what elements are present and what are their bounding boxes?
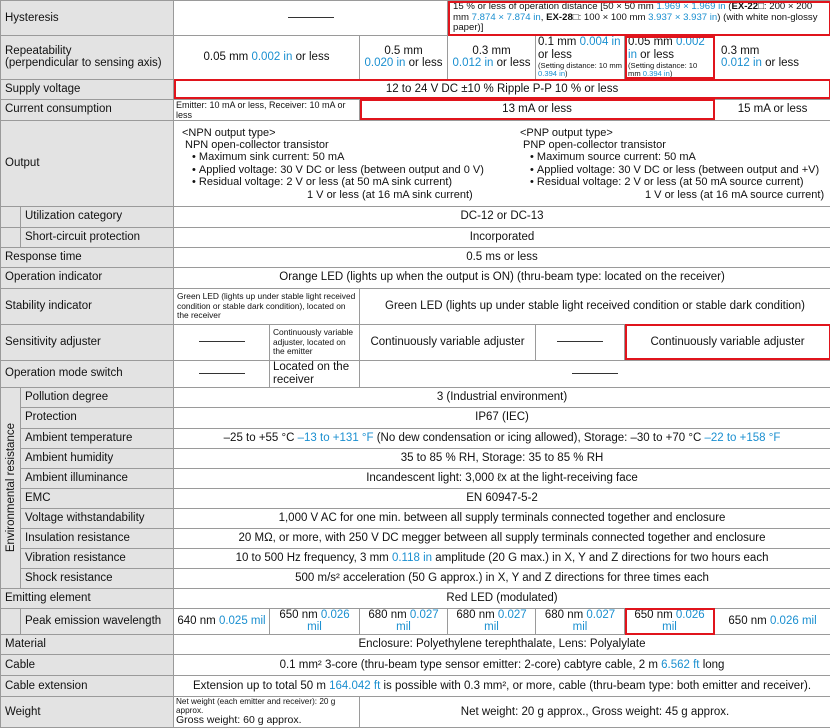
sensitivity-dash-1 <box>174 324 270 360</box>
stability-label: Stability indicator <box>1 288 174 324</box>
utilization-value: DC-12 or DC-13 <box>174 206 830 227</box>
environmental-group-label: Environmental resistance <box>1 387 21 588</box>
operation-indicator-value: Orange LED (lights up when the output is ON) (thru-beam type: located on the receiver) <box>174 267 830 288</box>
current-value-1: Emitter: 10 mA or less, Receiver: 10 mA or less <box>174 99 360 120</box>
repeatability-cell-6: 0.3 mm 0.012 in or less <box>715 36 830 79</box>
humidity-label: Ambient humidity <box>21 448 174 468</box>
emitting-label: Emitting element <box>1 588 174 608</box>
row-cable <box>1 655 830 676</box>
hysteresis-dash <box>174 1 448 36</box>
weight-value-1: Net weight (each emitter and receiver): 20 g approx. Gross weight: 60 g approx. <box>174 697 360 728</box>
row-short-circuit <box>1 227 830 247</box>
row-vibration <box>1 548 830 568</box>
voltage-value: 1,000 V AC for one min. between all supply terminals connected together and enclosure <box>174 508 830 528</box>
row-temperature <box>1 428 830 448</box>
row-emc <box>1 488 830 508</box>
protection-label: Protection <box>21 407 174 428</box>
npn-block: <NPN output type> NPN open-collector transistor • Maximum sink current: 50 mA • Applied voltage: 30 V DC or less (between output and 0 V) • Residual voltage: 2 V or less (at 50 mA sink current) 1 V or less (at 16 mA sink current) <box>174 126 512 202</box>
shock-value: 500 m/s² acceleration (50 G approx.) in X, Y and Z directions for three times each <box>174 568 830 588</box>
insulation-label: Insulation resistance <box>21 528 174 548</box>
repeatability-cell-5: 0.05 mm 0.002 in or less (Setting distance: 10 mm 0.394 in) <box>625 36 715 79</box>
stability-value-1: Green LED (lights up under stable light received condition or stable dark condition), located on the receiver <box>174 288 360 324</box>
pnp-item: • Maximum source current: 50 mA <box>530 151 830 163</box>
npn-list <box>192 151 512 188</box>
shock-label: Shock resistance <box>21 568 174 588</box>
row-current <box>1 99 830 120</box>
sensitivity-value-5: Continuously variable adjuster <box>625 324 830 360</box>
row-response <box>1 247 830 267</box>
peak-cell: 640 nm 0.025 mil <box>174 608 270 635</box>
weight-value-2: Net weight: 20 g approx., Gross weight: 45 g approx. <box>360 697 830 728</box>
mode-switch-dash-3 <box>360 360 830 387</box>
row-sensitivity <box>1 324 830 360</box>
row-emitting <box>1 588 830 608</box>
repeatability-cell-4: 0.1 mm 0.004 in or less (Setting distance: 10 mm 0.394 in) <box>536 36 625 79</box>
material-label: Material <box>1 635 174 655</box>
response-label: Response time <box>1 247 174 267</box>
row-stability <box>1 288 830 324</box>
insulation-value: 20 MΩ, or more, with 250 V DC megger between all supply terminals connected together and enclosure <box>174 528 830 548</box>
cable-value: 0.1 mm² 3-core (thru-beam type sensor emitter: 2-core) cabtyre cable, 2 m 6.562 ft long <box>174 655 830 676</box>
pnp-list <box>530 151 830 188</box>
cable-extension-value: Extension up to total 50 m 164.042 ft is possible with 0.3 mm², or more, cable (thru-beam type: both emitter and receiver). <box>174 676 830 697</box>
sensitivity-value-3: Continuously variable adjuster <box>360 324 536 360</box>
short-value: Incorporated <box>174 227 830 247</box>
row-operation-indicator <box>1 267 830 288</box>
peak-cell: 680 nm 0.027 mil <box>360 608 448 635</box>
vibration-label: Vibration resistance <box>21 548 174 568</box>
peak-label: Peak emission wavelength <box>21 608 174 635</box>
npn-item: • Residual voltage: 2 V or less (at 50 mA sink current) <box>192 176 512 188</box>
vibration-value: 10 to 500 Hz frequency, 3 mm 0.118 in amplitude (20 G max.) in X, Y and Z directions for two hours each <box>174 548 830 568</box>
hysteresis-value: 15 % or less of operation distance [50 × 50 mm 1.969 × 1.969 in (EX-22□: 200 × 200 mm 7.874 × 7.874 in, EX-28□: 100 × 100 mm 3.937 × 3.937 in) (with white non-glossy paper)] <box>448 1 830 36</box>
temperature-label: Ambient temperature <box>21 428 174 448</box>
emitting-value: Red LED (modulated) <box>174 588 830 608</box>
peak-cell: 650 nm 0.026 mil <box>270 608 360 635</box>
row-peak <box>1 608 830 635</box>
emc-value: EN 60947-5-2 <box>174 488 830 508</box>
row-shock <box>1 568 830 588</box>
short-label: Short-circuit protection <box>21 227 174 247</box>
humidity-value: 35 to 85 % RH, Storage: 35 to 85 % RH <box>174 448 830 468</box>
supply-value: 12 to 24 V DC ±10 % Ripple P-P 10 % or less <box>174 79 830 99</box>
sensitivity-label: Sensitivity adjuster <box>1 324 174 360</box>
material-value: Enclosure: Polyethylene terephthalate, Lens: Polyalylate <box>174 635 830 655</box>
row-illuminance <box>1 468 830 488</box>
peak-cell-highlighted: 650 nm 0.026 mil <box>625 608 715 635</box>
peak-cell: 650 nm 0.026 mil <box>715 608 830 635</box>
supply-label: Supply voltage <box>1 79 174 99</box>
repeatability-label: Repeatability (perpendicular to sensing axis) <box>1 36 174 79</box>
temperature-value: –25 to +55 °C –13 to +131 °F (No dew condensation or icing allowed), Storage: –30 to +70 °C –22 to +158 °F <box>174 428 830 448</box>
row-insulation <box>1 528 830 548</box>
row-humidity <box>1 448 830 468</box>
peak-cell: 680 nm 0.027 mil <box>448 608 536 635</box>
stability-value-2: Green LED (lights up under stable light received condition or stable dark condition) <box>360 288 830 324</box>
row-voltage <box>1 508 830 528</box>
row-output <box>1 120 830 206</box>
pollution-label: Pollution degree <box>21 387 174 407</box>
repeatability-cell-1: 0.05 mm 0.002 in or less <box>174 36 360 79</box>
illuminance-value: Incandescent light: 3,000 ℓx at the light-receiving face <box>174 468 830 488</box>
row-utilization <box>1 206 830 227</box>
repeatability-cell-2: 0.5 mm 0.020 in or less <box>360 36 448 79</box>
pnp-item: • Applied voltage: 30 V DC or less (between output and +V) <box>530 164 830 176</box>
response-value: 0.5 ms or less <box>174 247 830 267</box>
voltage-label: Voltage withstandability <box>21 508 174 528</box>
row-cable-extension <box>1 676 830 697</box>
row-hysteresis <box>1 1 830 36</box>
row-pollution <box>1 387 830 407</box>
operation-indicator-label: Operation indicator <box>1 267 174 288</box>
row-protection <box>1 407 830 428</box>
emc-label: EMC <box>21 488 174 508</box>
protection-value: IP67 (IEC) <box>174 407 830 428</box>
pnp-block: <PNP output type> PNP open-collector transistor • Maximum source current: 50 mA • Applied voltage: 30 V DC or less (between output and +V) • Residual voltage: 2 V or less (at 50 mA source current) 1 V or less (at 16 mA source current) <box>512 126 830 202</box>
mode-switch-label: Operation mode switch <box>1 360 174 387</box>
illuminance-label: Ambient illuminance <box>21 468 174 488</box>
output-label: Output <box>1 120 174 206</box>
repeatability-cell-3: 0.3 mm 0.012 in or less <box>448 36 536 79</box>
npn-item: • Maximum sink current: 50 mA <box>192 151 512 163</box>
row-weight <box>1 697 830 728</box>
current-label: Current consumption <box>1 99 174 120</box>
current-value-2: 13 mA or less <box>360 99 715 120</box>
sensitivity-dash-4 <box>536 324 625 360</box>
hysteresis-label: Hysteresis <box>1 1 174 36</box>
mode-switch-value-2: Located on the receiver <box>270 360 360 387</box>
row-supply-voltage <box>1 79 830 99</box>
row-material <box>1 635 830 655</box>
peak-cell: 680 nm 0.027 mil <box>536 608 625 635</box>
cable-extension-label: Cable extension <box>1 676 174 697</box>
cable-label: Cable <box>1 655 174 676</box>
weight-label: Weight <box>1 697 174 728</box>
row-mode-switch <box>1 360 830 387</box>
sensitivity-value-2: Continuously variable adjuster, located on the emitter <box>270 324 360 360</box>
npn-item: • Applied voltage: 30 V DC or less (between output and 0 V) <box>192 164 512 176</box>
pollution-value: 3 (Industrial environment) <box>174 387 830 407</box>
output-value <box>174 120 830 206</box>
utilization-label: Utilization category <box>21 206 174 227</box>
pnp-item: • Residual voltage: 2 V or less (at 50 mA source current) <box>530 176 830 188</box>
row-repeatability <box>1 36 830 79</box>
mode-switch-dash-1 <box>174 360 270 387</box>
current-value-3: 15 mA or less <box>715 99 830 120</box>
